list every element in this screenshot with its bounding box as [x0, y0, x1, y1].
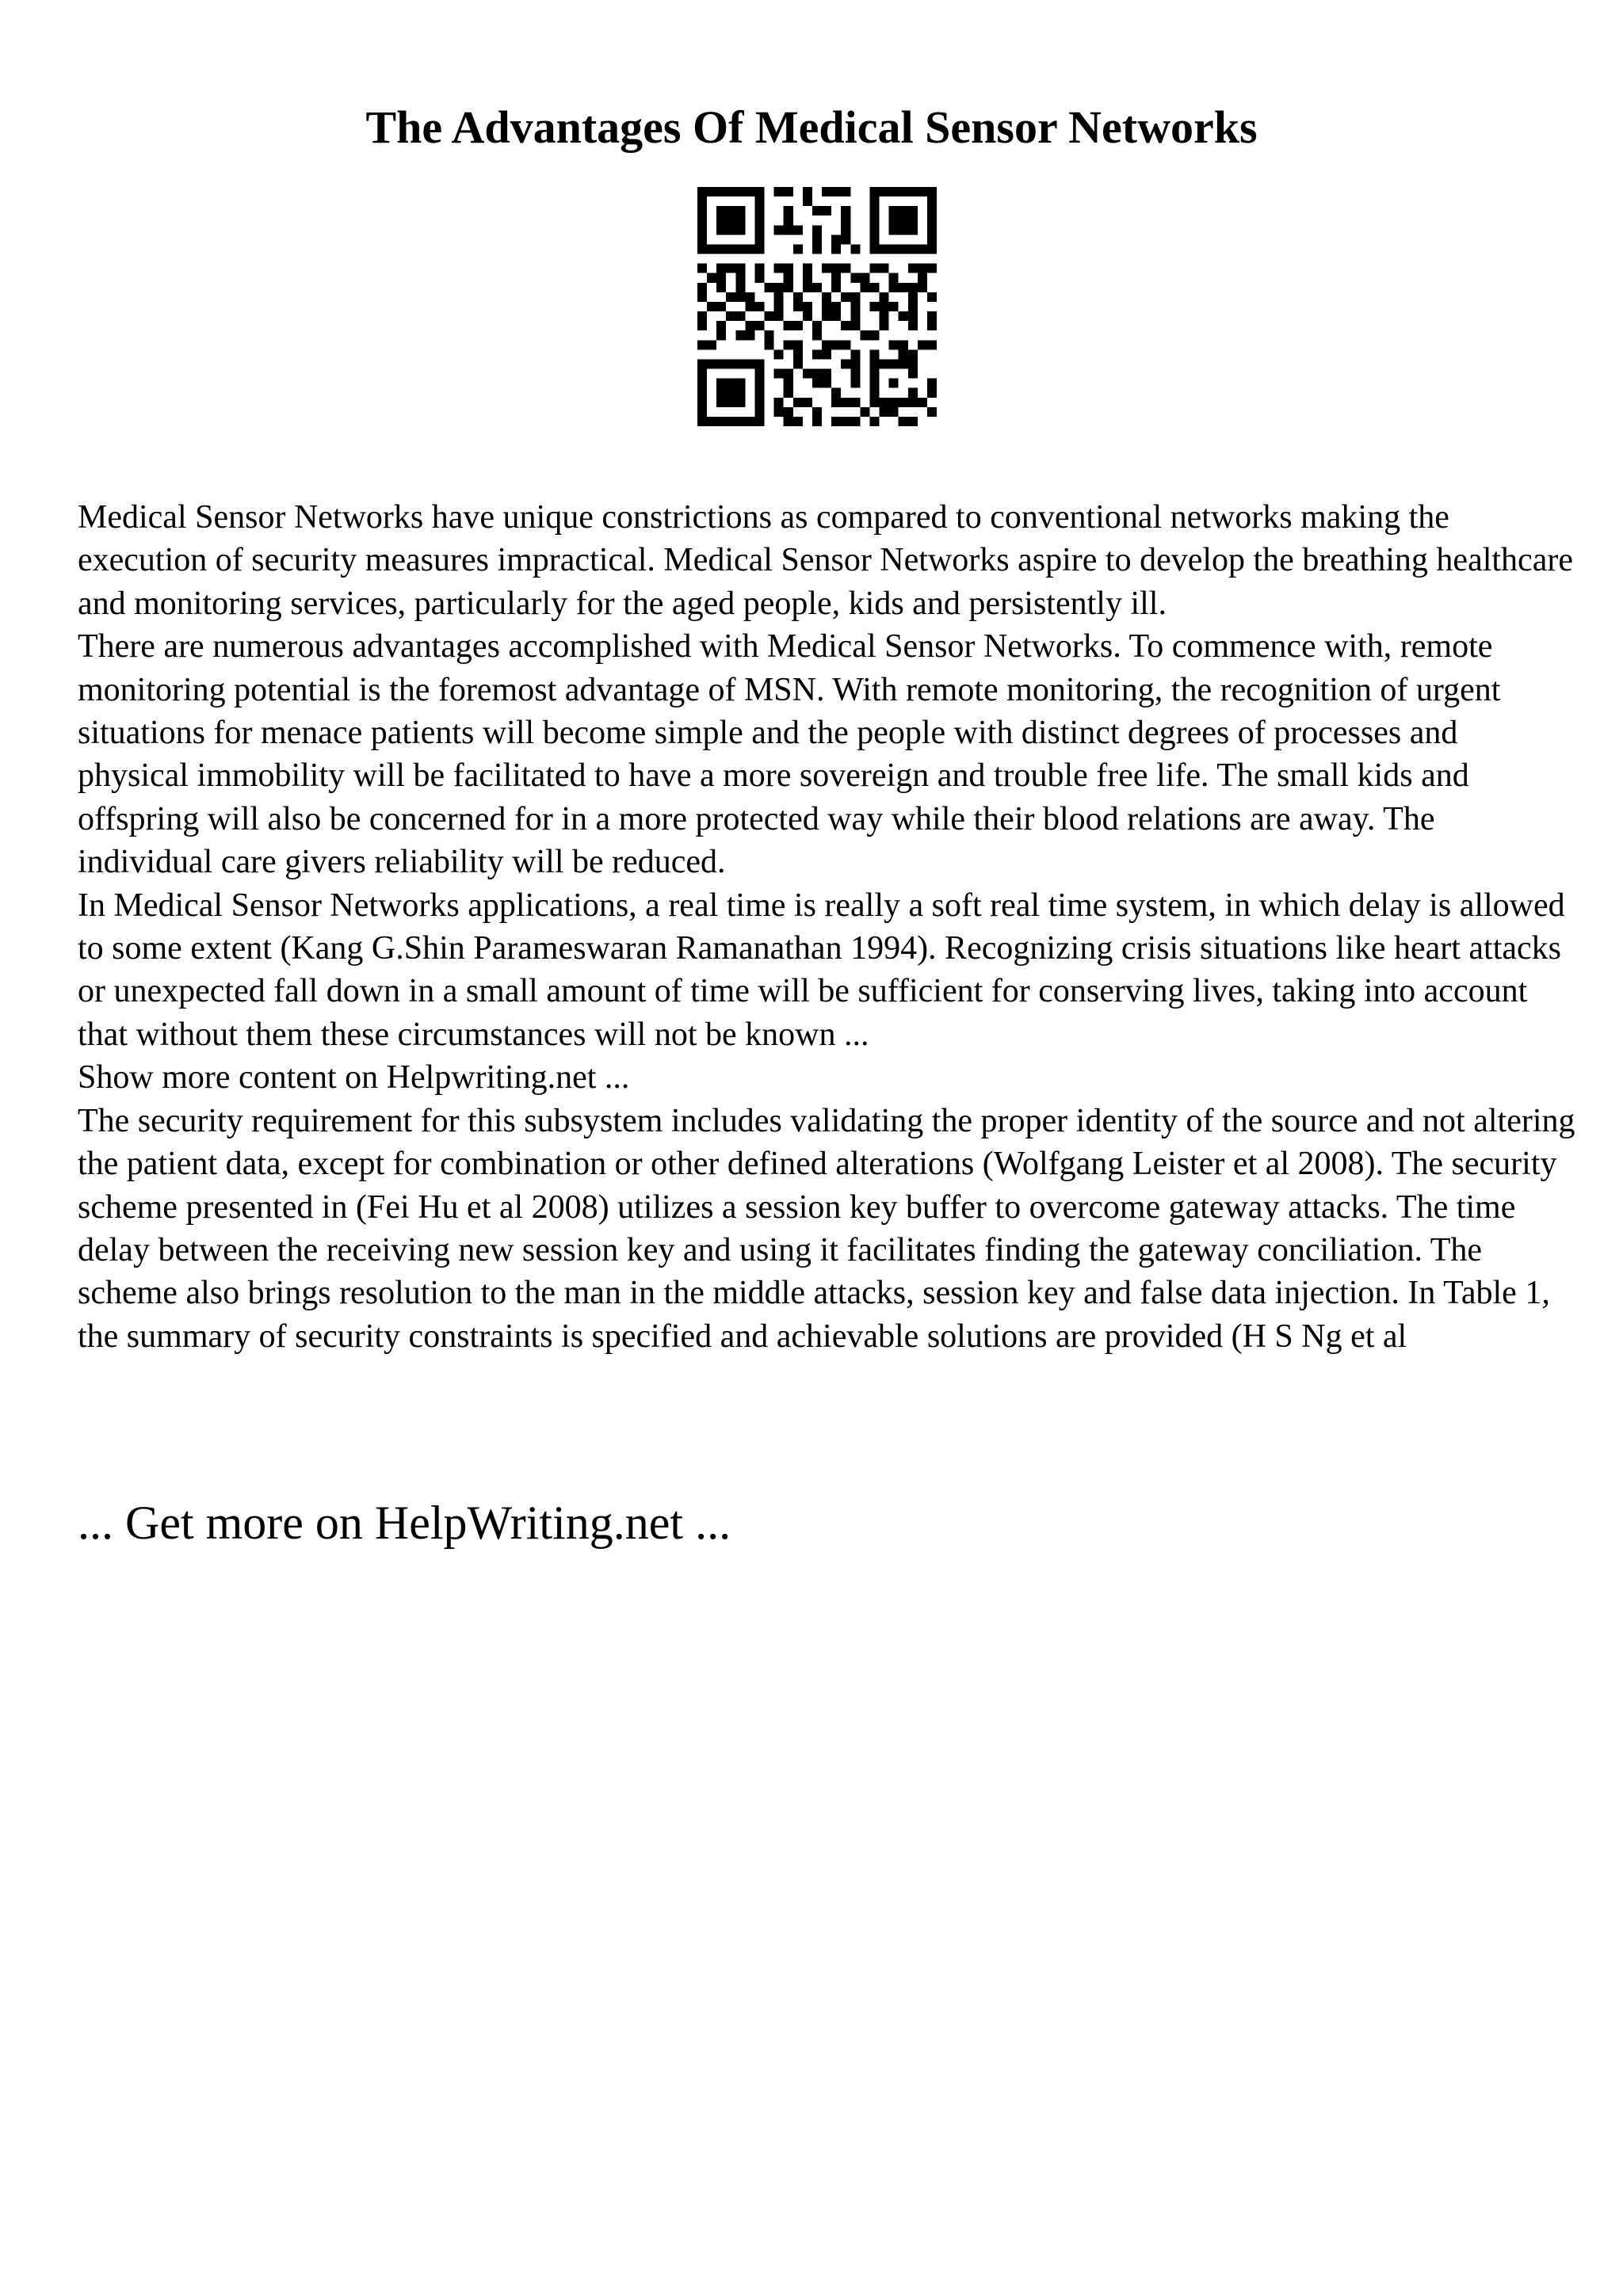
- paragraph-security: The security requirement for this subsystem includes validating the proper identity of the source and not altering the patient data, except for combination or other defined alterations (Wolfgang Leister et al 2008). The security scheme presented in (Fei Hu et al 2008) utilizes a session key buffer to overcome gateway attacks. The time delay between the receiving new session key and using it facilitates finding the gateway conciliation. The scheme also brings resolution to the man in the middle attacks, session key and false data injection. In Table 1, the summary of security constraints is specified and achievable solutions are provided (H S Ng et al: [78, 1102, 1575, 1355]
- document-title: The Advantages Of Medical Sensor Networks: [365, 101, 1258, 153]
- qr-code-icon: [697, 187, 937, 426]
- get-more-link[interactable]: ... Get more on HelpWriting.net ...: [78, 1497, 731, 1549]
- article-body: [78, 496, 1575, 1358]
- paragraph-advantages: There are numerous advantages accomplished with Medical Sensor Networks. To commence with, remote monitoring potential is the foremost advantage of MSN. With remote monitoring, the recognition of urgent situations for menace patients will become simple and the people with distinct degrees of processes and physical immobility will be facilitated to have a more sovereign and trouble free life. The small kids and offspring will also be concerned for in a more protected way while their blood relations are away. The individual care givers reliability will be reduced.: [78, 628, 1501, 881]
- paragraph-real-time: In Medical Sensor Networks applications, a real time is really a soft real time system, in which delay is allowed to some extent (Kang G.Shin Parameswaran Ramanathan 1994). Recognizing crisis situations like heart attacks or unexpected fall down in a small amount of time will be sufficient for conserving lives, taking into account that without them these circumstances will not be known ...: [78, 887, 1565, 1053]
- show-more-link[interactable]: Show more content on Helpwriting.net ...: [78, 1059, 630, 1097]
- paragraph-intro: Medical Sensor Networks have unique constrictions as compared to conventional networks making the execution of security measures impractical. Medical Sensor Networks aspire to develop the breathing healthcare and monitoring services, particularly for the aged people, kids and persistently ill.: [78, 499, 1573, 622]
